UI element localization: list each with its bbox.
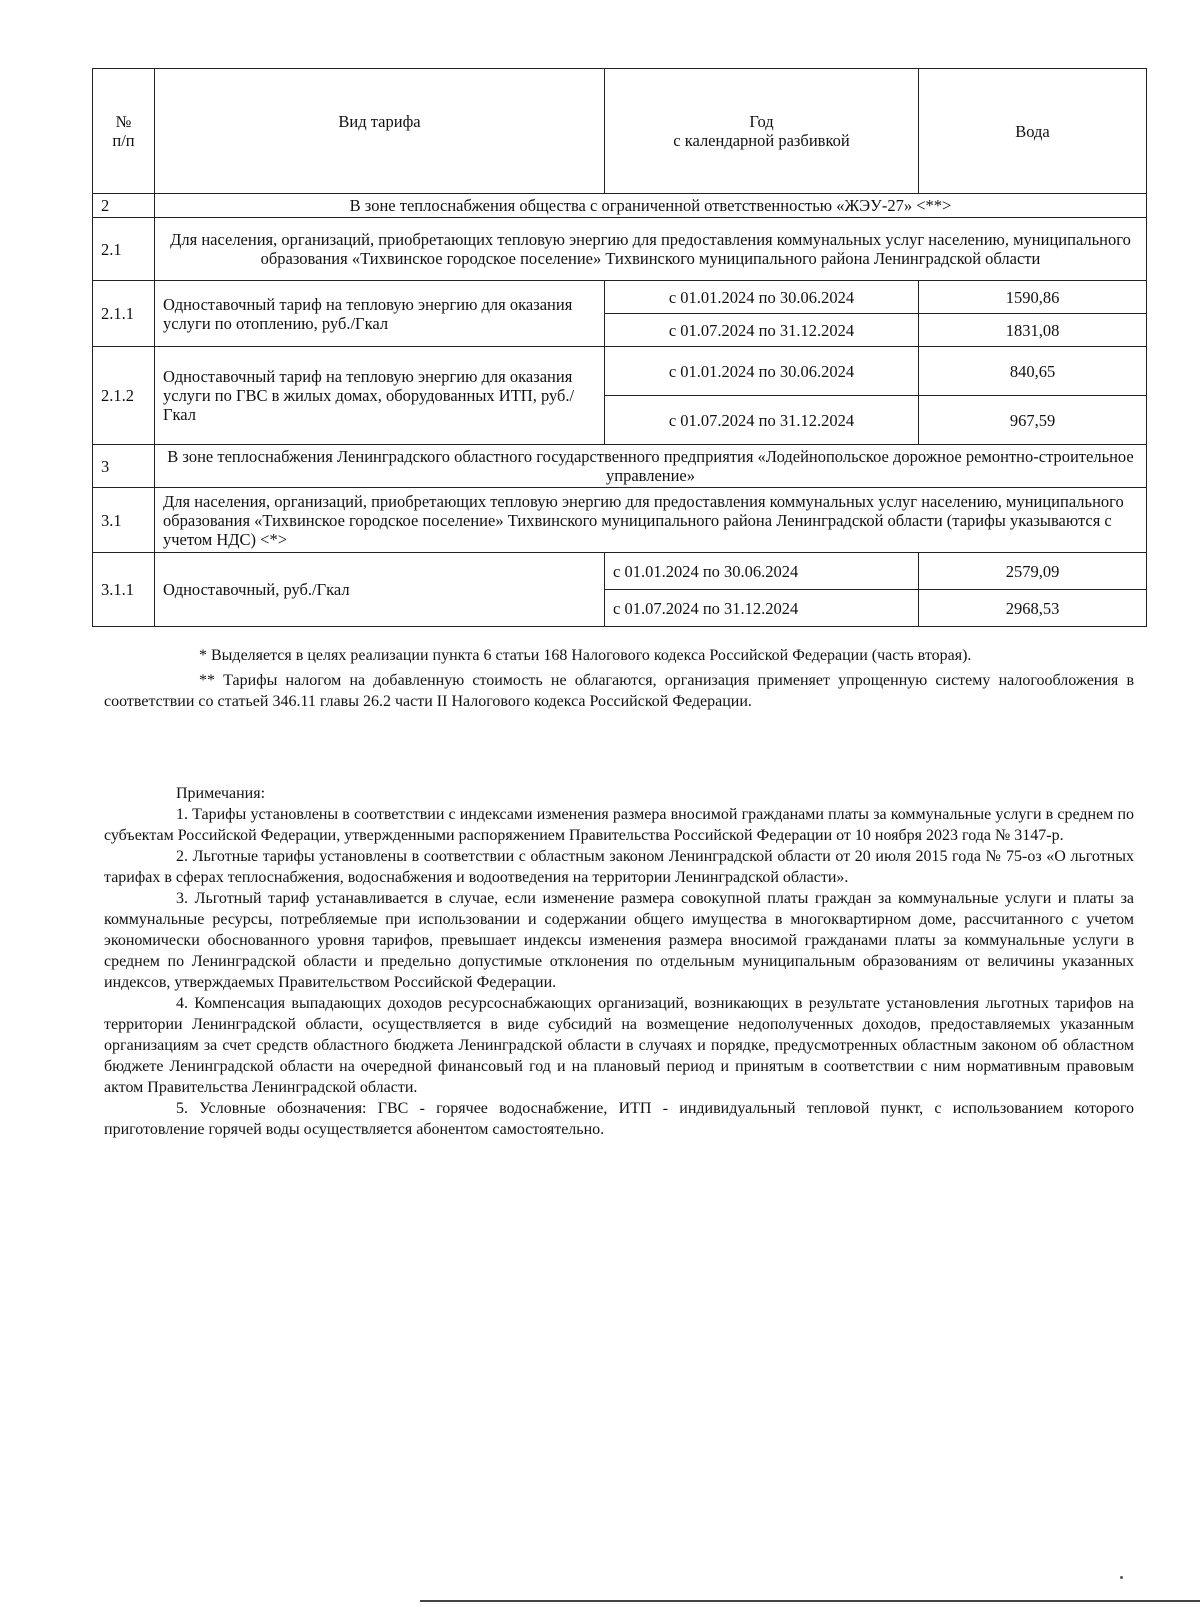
- table-header-row: [93, 69, 1147, 194]
- footnote-1: * Выделяется в целях реализации пункта 6 статьи 168 Налогового кодекса Российской Федерации (часть вторая).: [199, 647, 972, 664]
- row-3-1-text: Для населения, организаций, приобретающих тепловую энергию для предоставления коммунальных услуг населению, муниципального образования «Тихвинское городское поселение» Тихвинского муниципального района Ленинградской области (тарифы указываются с учетом НДС) <*>: [155, 488, 1147, 553]
- row-2-1-2-text: Одноставочный тариф на тепловую энергию для оказания услуги по ГВС в жилых домах, оборудованных ИТП, руб./Гкал: [155, 347, 605, 445]
- footnotes: [104, 645, 1134, 716]
- note-3: 3. Льготный тариф устанавливается в случае, если изменение размера совокупной платы граждан за коммунальные услуги и платы за коммунальные ресурсы, потребляемые при использовании и содержании общего имущества в многоквартирном доме, рассчитанного с учетом экономически обоснованного уровня тарифов, превышает индексы изменения размера вносимой гражданами платы за коммунальные услуги в среднем по Ленинградской области и предельно допустимые отклонения по отдельным муниципальным образованиям от величины указанных индексов, утверждаемых Правительством Российской Федерации.: [104, 890, 1134, 991]
- note-1: 1. Тарифы установлены в соответствии с индексами изменения размера вносимой гражданами платы за коммунальные услуги в среднем по субъектам Российской Федерации, утвержденными распоряжением Правительства Российской Федерации от 10 ноября 2023 года № 3147-р.: [104, 806, 1134, 844]
- note-2: 2. Льготные тарифы установлены в соответствии с областным законом Ленинградской области от 20 июля 2015 года № 75-оз «О льготных тарифах в сферах теплоснабжения, водоснабжения и водоотведения на территории Ленинградской области».: [104, 848, 1134, 886]
- scan-edge-line: [420, 1600, 1200, 1602]
- row-2-1-2-period-1: с 01.01.2024 по 30.06.2024: [605, 347, 919, 396]
- row-2-1-2-period-2: с 01.07.2024 по 31.12.2024: [605, 396, 919, 445]
- row-2-1-text: Для населения, организаций, приобретающих тепловую энергию для предоставления коммунальных услуг населению, муниципального образования «Тихвинское городское поселение» Тихвинского муниципального района Ленинградской области: [155, 218, 1147, 281]
- row-2-1-number: 2.1: [93, 218, 155, 281]
- section-2-row: [93, 194, 1147, 218]
- scan-speck: [1120, 1576, 1123, 1579]
- header-number-line2: п/п: [112, 131, 135, 150]
- section-2-title: В зоне теплоснабжения общества с ограниченной ответственностью «ЖЭУ-27» <**>: [155, 194, 1147, 218]
- row-3-1: [93, 488, 1147, 553]
- note-4: 4. Компенсация выпадающих доходов ресурсоснабжающих организаций, возникающих в результате установления льготных тарифов на территории Ленинградской области, осуществляется в виде субсидий на возмещение недополученных доходов, предоставляемых указанным организациям за счет средств областного бюджета Ленинградской области в случаях и порядке, предусмотренных областным законом об областном бюджете Ленинградской области на очередной финансовый год и на плановый период и принятым в соответствии с ним нормативным правовым актом Правительства Ленинградской области.: [104, 995, 1134, 1096]
- section-3-row: [93, 445, 1147, 488]
- row-2-1-1-a: [93, 281, 1147, 314]
- note-5: 5. Условные обозначения: ГВС - горячее водоснабжение, ИТП - индивидуальный тепловой пункт, с использованием которого приготовление горячей воды осуществляется абонентом самостоятельно.: [104, 1100, 1134, 1138]
- header-number: [93, 69, 155, 194]
- row-2-1-1-period-2: с 01.07.2024 по 31.12.2024: [605, 314, 919, 347]
- section-2-number: 2: [93, 194, 155, 218]
- row-2-1-1-value-1: 1590,86: [919, 281, 1147, 314]
- row-2-1-2-a: [93, 347, 1147, 396]
- notes-section: [104, 783, 1134, 1140]
- row-2-1-1-number: 2.1.1: [93, 281, 155, 347]
- row-3-1-1-a: [93, 553, 1147, 590]
- notes-heading: Примечания:: [176, 785, 266, 802]
- row-3-1-1-text: Одноставочный, руб./Гкал: [155, 553, 605, 627]
- footnote-2: ** Тарифы налогом на добавленную стоимость не облагаются, организация применяет упрощенную систему налогообложения в соответствии со статьей 346.11 главы 26.2 части II Налогового кодекса Российской Федерации.: [104, 672, 1134, 710]
- row-2-1-1-period-1: с 01.01.2024 по 30.06.2024: [605, 281, 919, 314]
- header-number-line1: №: [115, 112, 132, 131]
- row-3-1-number: 3.1: [93, 488, 155, 553]
- row-2-1-1-text: Одноставочный тариф на тепловую энергию для оказания услуги по отоплению, руб./Гкал: [155, 281, 605, 347]
- row-2-1-2-value-1: 840,65: [919, 347, 1147, 396]
- row-2-1-1-value-2: 1831,08: [919, 314, 1147, 347]
- row-3-1-1-period-2: с 01.07.2024 по 31.12.2024: [605, 590, 919, 627]
- section-3-title: В зоне теплоснабжения Ленинградского областного государственного предприятия «Лодейнопольское дорожное ремонтно-строительное управление»: [155, 445, 1147, 488]
- header-water: Вода: [919, 69, 1147, 194]
- row-2-1: [93, 218, 1147, 281]
- header-year-line1: Год: [749, 112, 774, 131]
- row-3-1-1-value-2: 2968,53: [919, 590, 1147, 627]
- header-year-line2: с календарной разбивкой: [673, 131, 850, 150]
- row-3-1-1-period-1: с 01.01.2024 по 30.06.2024: [605, 553, 919, 590]
- row-3-1-1-value-1: 2579,09: [919, 553, 1147, 590]
- tariff-table: [92, 68, 1147, 627]
- row-3-1-1-number: 3.1.1: [93, 553, 155, 627]
- row-2-1-2-value-2: 967,59: [919, 396, 1147, 445]
- header-year: [605, 69, 919, 194]
- header-tariff-type: Вид тарифа: [155, 69, 605, 194]
- section-3-number: 3: [93, 445, 155, 488]
- row-2-1-2-number: 2.1.2: [93, 347, 155, 445]
